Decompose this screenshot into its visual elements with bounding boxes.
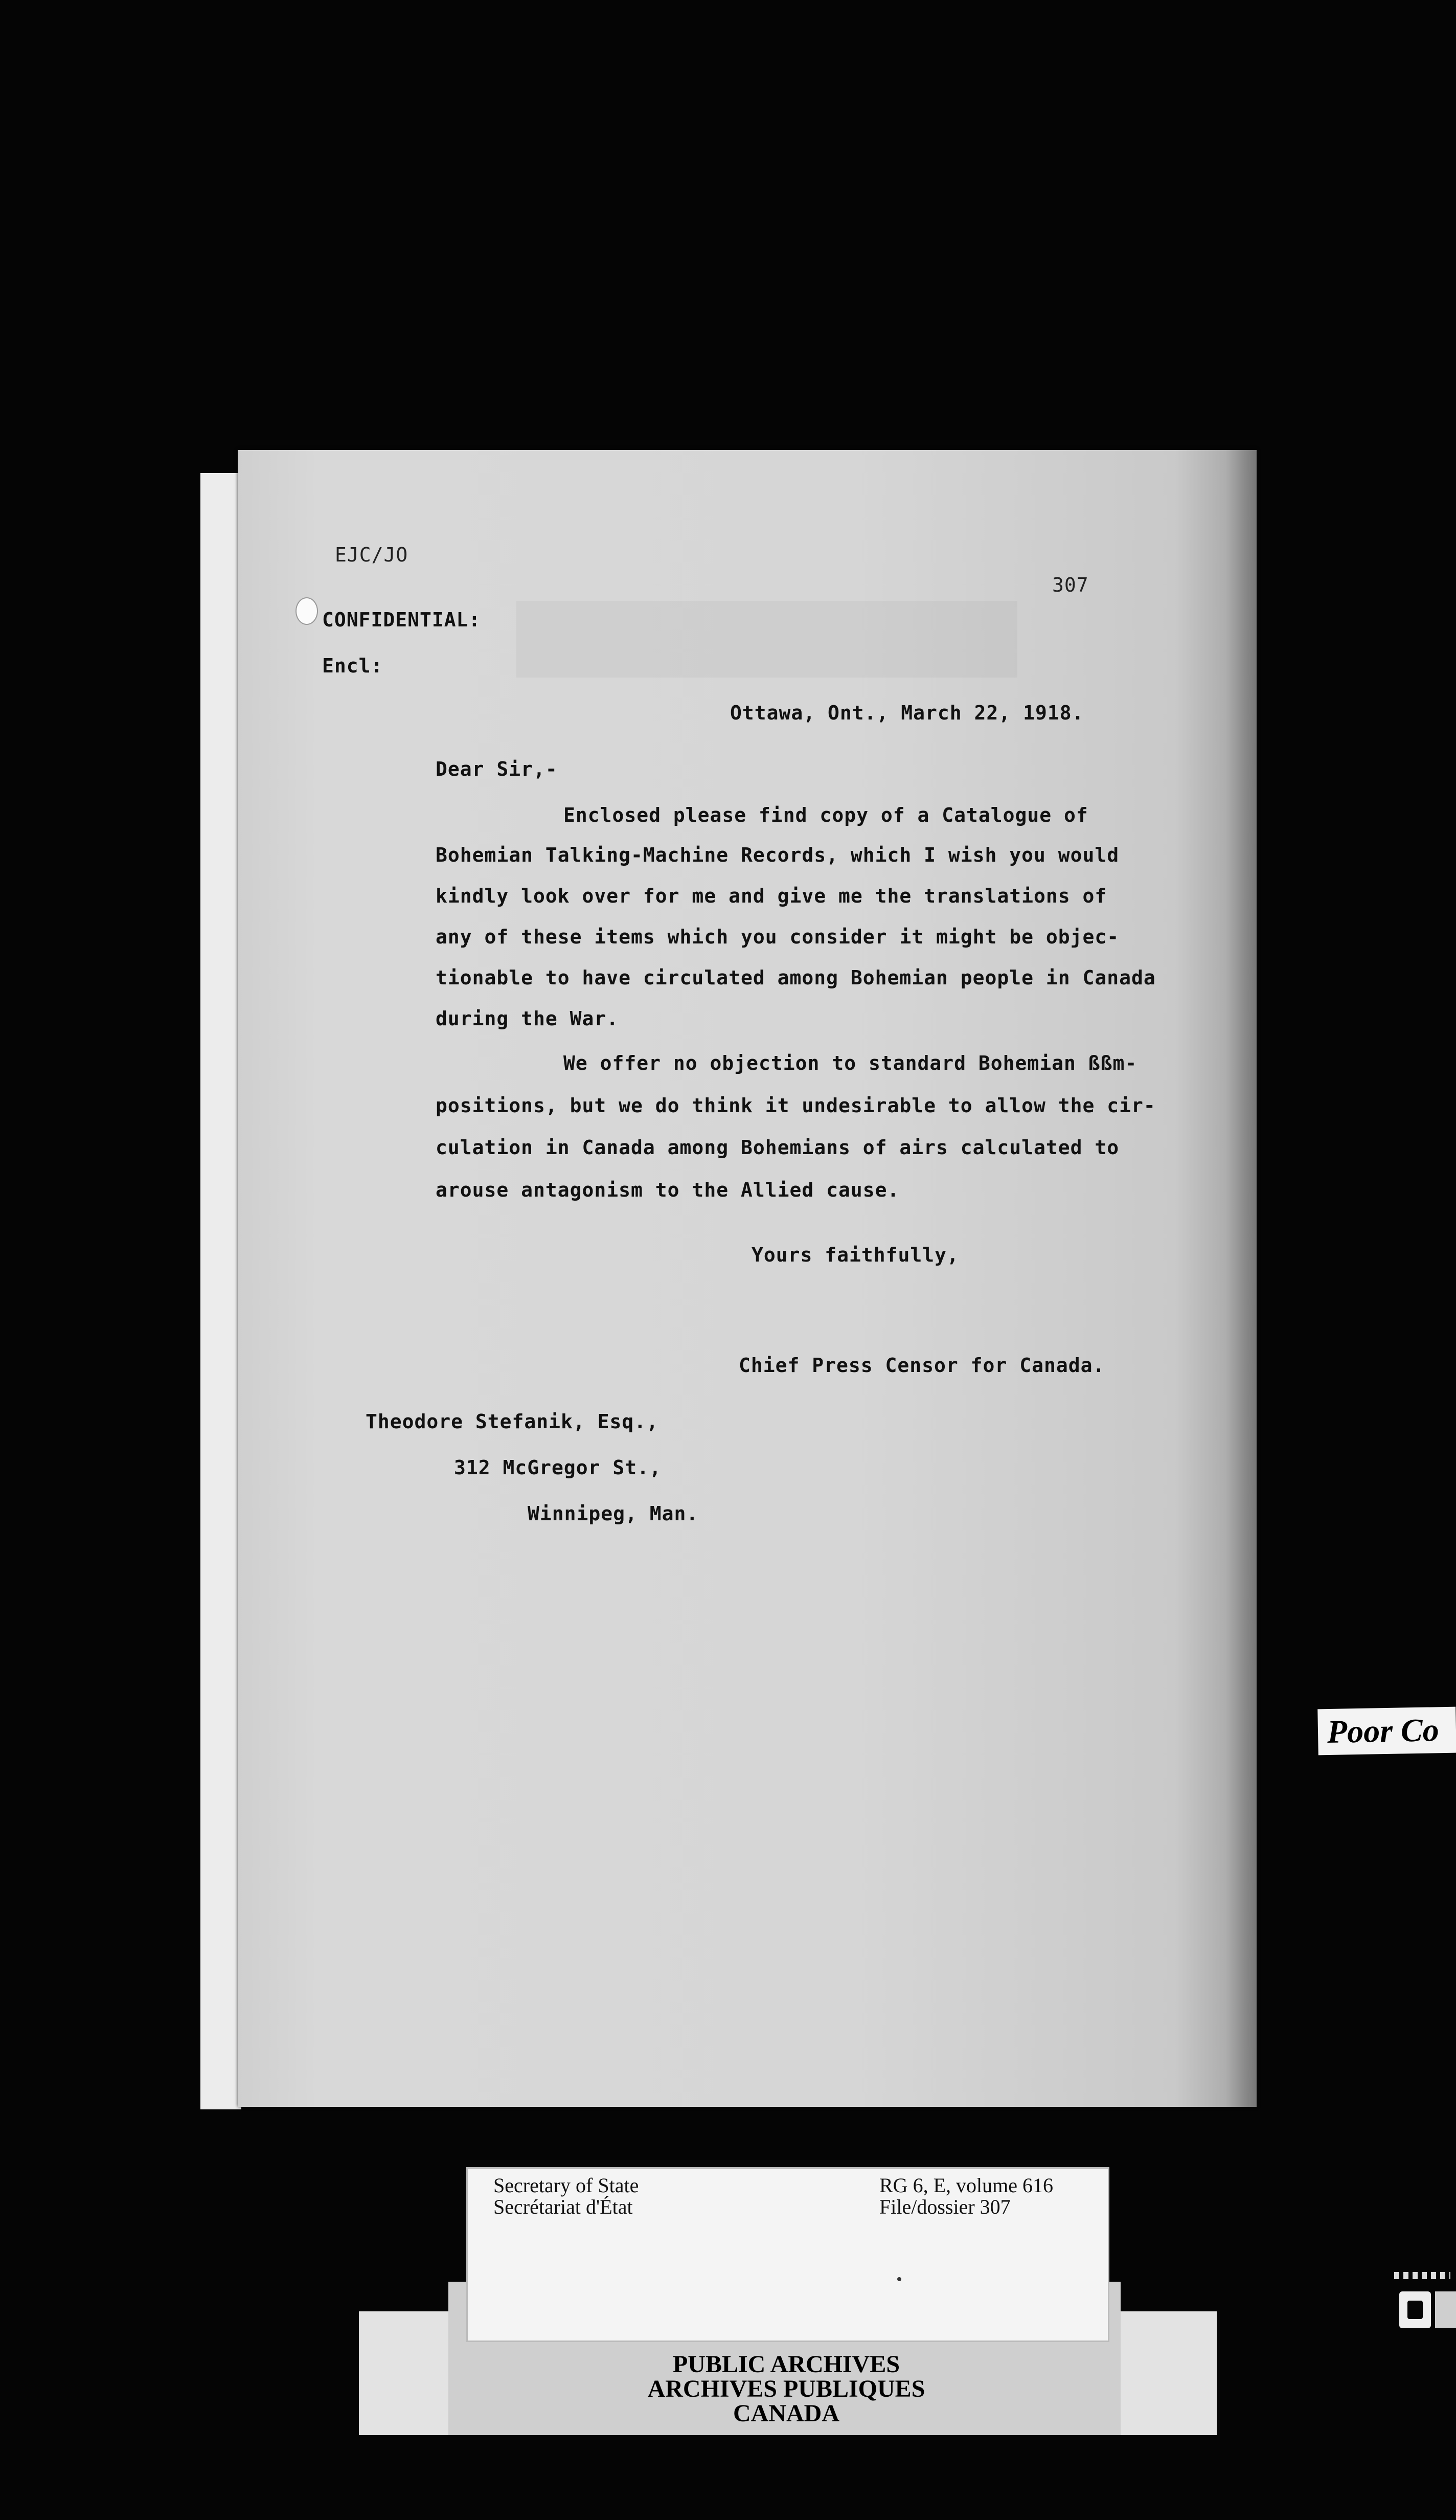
film-frame-icon (1399, 2291, 1431, 2328)
body-line: culation in Canada among Bohemians of airs calculated to (436, 1136, 1120, 1159)
closing: Yours faithfully, (752, 1244, 959, 1266)
dept-french: Secrétariat d'État (493, 2195, 633, 2218)
classification: CONFIDENTIAL: (322, 609, 481, 631)
stamp-line-country: CANADA (733, 2400, 839, 2427)
label-dot (897, 2277, 901, 2281)
dept-english: Secretary of State (493, 2174, 639, 2197)
file-number: File/dossier 307 (879, 2195, 1011, 2218)
side-note-tab: Poor Co (1317, 1707, 1456, 1756)
body-line: any of these items which you consider it might be objec- (436, 926, 1120, 948)
reference-initials: EJC/JO (335, 544, 408, 566)
film-strip (1435, 2291, 1456, 2328)
body-line: kindly look over for me and give me the translations of (436, 885, 1107, 907)
stamp-line-french: ARCHIVES PUBLIQUES (647, 2375, 925, 2402)
place-date: Ottawa, Ont., March 22, 1918. (730, 702, 1084, 724)
salutation: Dear Sir,- (436, 758, 558, 780)
label-department (493, 2175, 639, 2218)
stamp-notch-right (1121, 2282, 1217, 2311)
signature-title: Chief Press Censor for Canada. (739, 1354, 1105, 1377)
body-line: We offer no objection to standard Bohemian ßßm- (563, 1052, 1138, 1074)
page-edge-shadow (1226, 450, 1257, 2107)
stamp-notch-left (359, 2282, 448, 2311)
film-perforation (1394, 2272, 1450, 2279)
film-frame-marker (1388, 2268, 1456, 2334)
addressee-line: Theodore Stefanik, Esq., (366, 1410, 659, 1433)
body-line: during the War. (436, 1007, 619, 1030)
folio-number: 307 (1052, 574, 1089, 596)
stamp-line-english: PUBLIC ARCHIVES (672, 2351, 900, 2378)
enclosure-note: Encl: (322, 655, 383, 677)
punch-hole (295, 597, 318, 625)
archive-label-card (466, 2167, 1109, 2342)
record-group: RG 6, E, volume 616 (879, 2174, 1053, 2197)
label-reference (879, 2175, 1053, 2218)
body-line: Enclosed please find copy of a Catalogue of (563, 804, 1088, 826)
body-line: Bohemian Talking-Machine Records, which I wish you would (436, 844, 1120, 866)
underlying-sheet (200, 473, 241, 2109)
body-line: arouse antagonism to the Allied cause. (436, 1179, 900, 1201)
letter-page (238, 450, 1257, 2107)
addressee-line: Winnipeg, Man. (528, 1502, 699, 1525)
addressee-line: 312 McGregor St., (454, 1456, 662, 1479)
bleed-through-mark (516, 601, 1017, 678)
archives-stamp (466, 2352, 1106, 2426)
body-line: tionable to have circulated among Bohemian people in Canada (436, 966, 1156, 989)
body-line: positions, but we do think it undesirable to allow the cir- (436, 1094, 1156, 1117)
